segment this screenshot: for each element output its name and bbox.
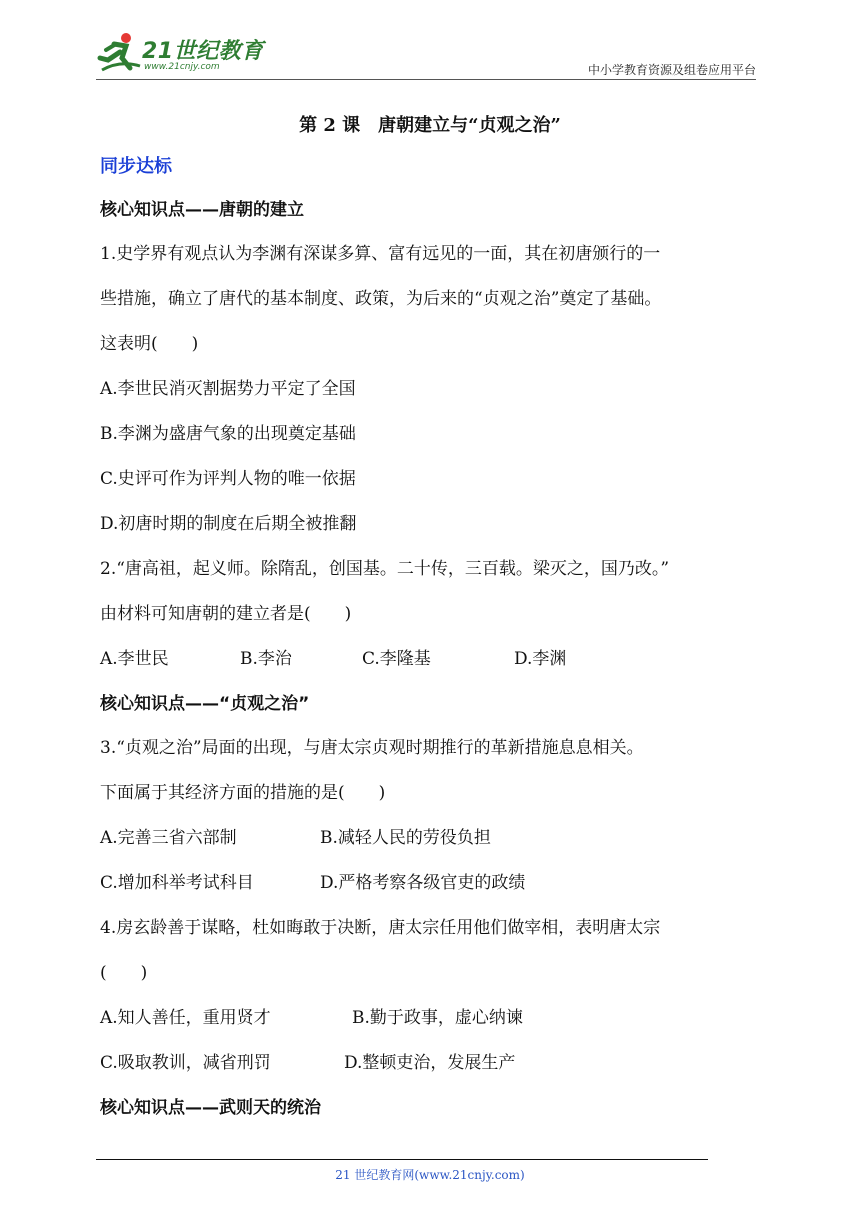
footer-divider: [96, 1159, 708, 1160]
question-text: 4.房玄龄善于谋略，杜如晦敢于决断，唐太宗任用他们做宰相，表明唐太宗: [100, 918, 661, 938]
option-b: B.李渊为盛唐气象的出现奠定基础: [100, 424, 356, 444]
option-d: D.整顿吏治，发展生产: [344, 1053, 516, 1073]
logo-url: www.21cnjy.com: [144, 62, 220, 72]
option-d: D.初唐时期的制度在后期全被推翻: [100, 514, 357, 534]
options-row: [100, 637, 760, 682]
document-body: [100, 100, 760, 1130]
option-a: A.知人善任，重用贤才: [100, 1008, 271, 1028]
option-a: A.完善三省六部制: [100, 828, 237, 848]
question-text: 1.史学界有观点认为李渊有深谋多算、富有远见的一面，其在初唐颁行的一: [100, 244, 661, 264]
question-text: 下面属于其经济方面的措施的是( ): [100, 783, 386, 803]
question-text: ( ): [100, 963, 148, 983]
question-text: 些措施，确立了唐代的基本制度、政策，为后来的“贞观之治”奠定了基础。: [100, 289, 662, 309]
option-b: B.勤于政事，虚心纳谏: [352, 1008, 523, 1028]
question-1: [100, 232, 760, 547]
options-row: [100, 1041, 760, 1086]
header-platform-text: 中小学教育资源及组卷应用平台: [587, 63, 756, 77]
knowledge-point-heading: 核心知识点——武则天的统治: [100, 1098, 321, 1118]
question-2: [100, 547, 760, 682]
logo-text: 21世纪教育: [142, 39, 264, 64]
question-text: 2.“唐高祖，起义师。除隋乱，创国基。二十传，三百载。梁灭之，国乃改。”: [100, 559, 670, 579]
header-divider: [96, 79, 756, 80]
question-3: [100, 726, 760, 906]
option-c: C.吸取教训，减省刑罚: [100, 1053, 271, 1073]
question-text: 由材料可知唐朝的建立者是( ): [100, 604, 352, 624]
lesson-title: 第 2 课 唐朝建立与“贞观之治”: [299, 115, 561, 136]
option-d: D.严格考察各级官吏的政绩: [320, 873, 526, 893]
knowledge-point-heading: 核心知识点——“贞观之治”: [100, 694, 310, 714]
page-header: [96, 30, 756, 80]
option-a: A.李世民: [100, 649, 169, 669]
question-4: [100, 906, 760, 1086]
option-a: A.李世民消灭割据势力平定了全国: [100, 379, 356, 399]
question-text: 3.“贞观之治”局面的出现，与唐太宗贞观时期推行的革新措施息息相关。: [100, 738, 644, 758]
option-b: B.减轻人民的劳役负担: [320, 828, 491, 848]
logo: [96, 30, 266, 78]
option-c: C.李隆基: [362, 649, 431, 669]
option-c: C.增加科举考试科目: [100, 873, 254, 893]
options-row: [100, 861, 760, 906]
option-d: D.李渊: [514, 649, 567, 669]
options-row: [100, 816, 760, 861]
options-row: [100, 996, 760, 1041]
knowledge-point-heading: 核心知识点——唐朝的建立: [100, 200, 304, 220]
footer-text: 21 世纪教育网(www.21cnjy.com): [335, 1168, 525, 1182]
option-c: C.史评可作为评判人物的唯一依据: [100, 469, 356, 489]
section-heading: 同步达标: [100, 156, 172, 177]
question-text: 这表明( ): [100, 334, 199, 354]
option-b: B.李治: [240, 649, 292, 669]
runner-logo-icon: [96, 30, 142, 76]
